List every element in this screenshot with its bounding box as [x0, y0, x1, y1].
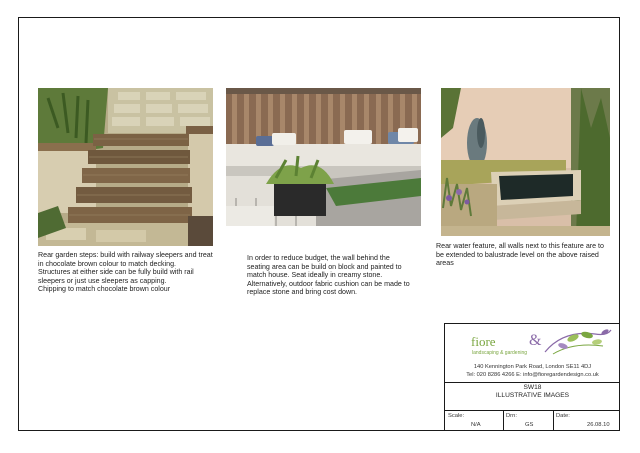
scale-label: Scale:	[448, 413, 465, 419]
title-block	[444, 323, 620, 431]
caption-rear-garden-steps: Rear garden steps: build with railway sleepers and treat in chocolate brown colour to match decking. Structures at either side can be fully build with rail sleepers or just use sleepers as capping. Chipping to match chocolate brown colour	[38, 251, 213, 294]
company-logo	[445, 324, 620, 364]
logo-tagline: landscaping & gardening	[472, 350, 528, 356]
drawing-title: ILLUSTRATIVE IMAGES	[495, 391, 570, 399]
logo-wordmark: fiore	[471, 334, 496, 349]
caption-seating-area: In order to reduce budget, the wall behind the seating area can be build on block and painted to match house. Seat ideally in creamy stone. Alternatively, outdoor fabric cushion can be made to replace stone and bring cost down.	[247, 254, 410, 297]
date-value: 26.08.10	[587, 422, 610, 428]
date-label: Date:	[556, 413, 570, 419]
drawn-by-label: Drn:	[506, 413, 517, 419]
scale-value: N/A	[471, 422, 481, 428]
logo-ampersand: &	[529, 332, 542, 349]
photo-seating-area	[226, 88, 421, 226]
drawing-number: SW18	[523, 384, 542, 391]
drawn-by-cell	[503, 411, 553, 431]
photo-rear-garden-steps	[38, 88, 213, 246]
drawn-by-value: GS	[525, 422, 534, 428]
date-cell	[553, 411, 620, 431]
photo-water-feature	[441, 88, 610, 236]
scale-cell	[445, 411, 503, 431]
company-address: 140 Kennington Park Road, London SE11 4DJ	[473, 364, 592, 370]
company-contact: Tel: 020 8286 4266 E: info@fioregardendesign.co.uk	[466, 371, 599, 378]
title-block-divider	[445, 382, 620, 383]
caption-water-feature: Rear water feature, all walls next to this feature are to be extended to balustrade level on the above raised areas	[436, 242, 604, 268]
